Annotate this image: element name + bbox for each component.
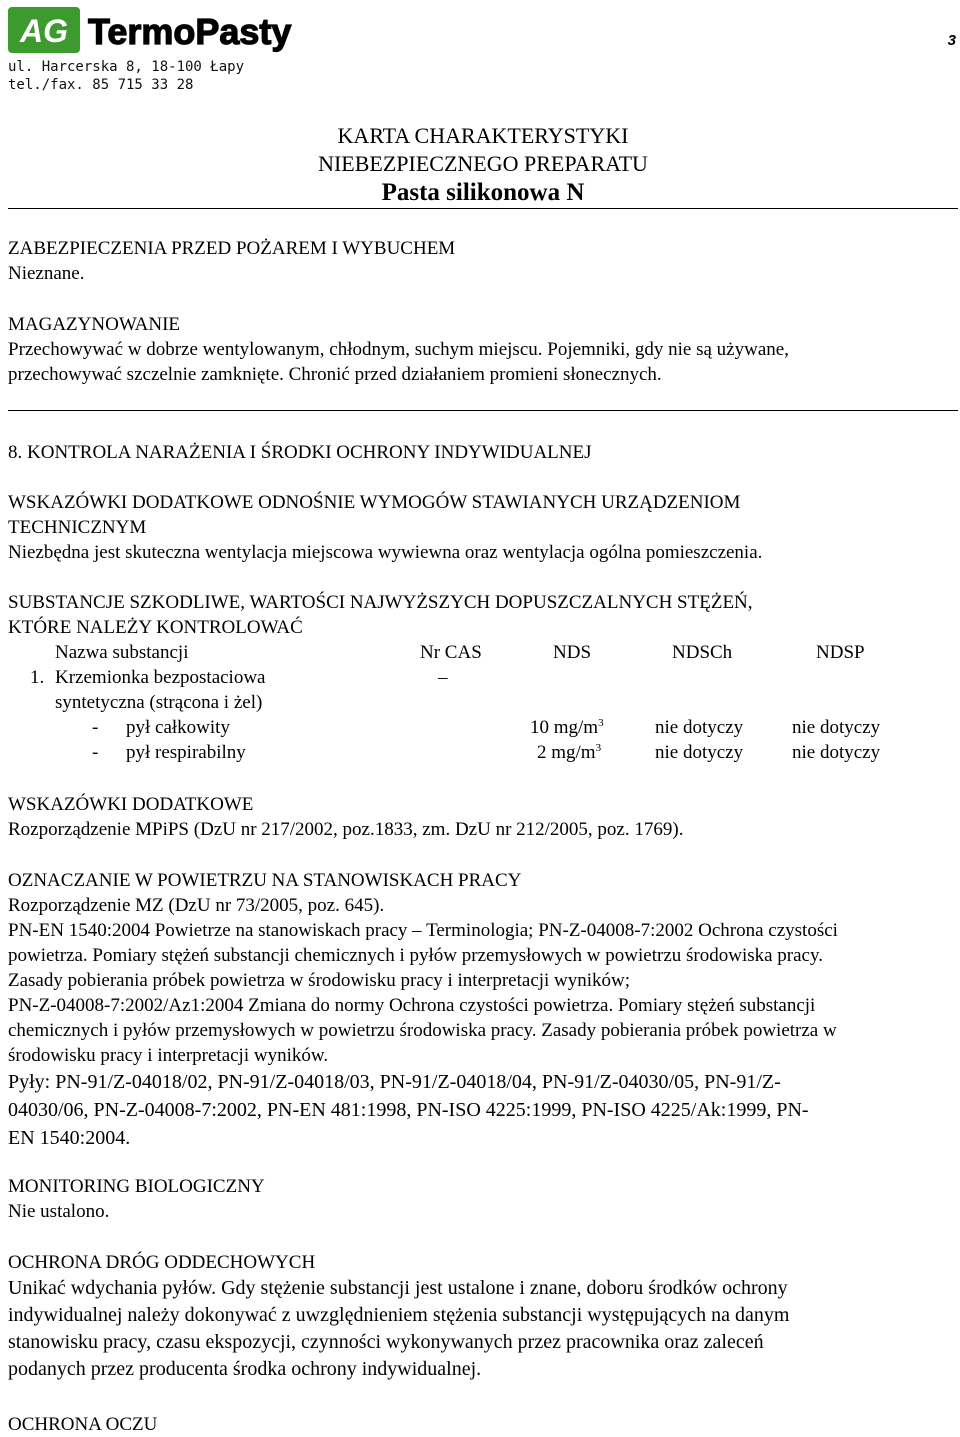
nds-unit-exponent: 3 xyxy=(595,742,602,754)
technical-heading-cont: TECHNICZNYM xyxy=(8,517,147,538)
bio-heading: MONITORING BIOLOGICZNY xyxy=(8,1176,265,1197)
nds-unit-exponent: 3 xyxy=(598,717,604,729)
respiratory-text xyxy=(8,1275,958,1383)
table-header-row xyxy=(8,640,958,665)
nds-value: 2 mg/m xyxy=(537,742,596,763)
substances-table xyxy=(8,640,958,765)
section-8-heading: 8. KONTROLA NARAŻENIA I ŚRODKI OCHRONY INDYWIDUALNEJ xyxy=(8,442,592,463)
technical-heading: WSKAZÓWKI DODATKOWE ODNOŚNIE WYMOGÓW STAWIANYCH URZĄDZENIOM xyxy=(8,492,741,513)
row-name: pył respirabilny xyxy=(126,742,246,763)
respiratory-line: Unikać wdychania pyłów. Gdy stężenie substancji jest ustalone i znane, doboru środków ochrony xyxy=(8,1277,788,1299)
storage-heading: MAGAZYNOWANIE xyxy=(8,314,181,335)
respiratory-line: stanowisku pracy, czasu ekspozycji, czynności wykonywanych przez pracownika oraz zaleceń xyxy=(8,1331,764,1353)
substances-heading-block xyxy=(8,590,958,640)
substances-heading: SUBSTANCJE SZKODLIWE, WARTOŚCI NAJWYŻSZYCH DOPUSZCZALNYCH STĘŻEŃ, xyxy=(8,592,753,613)
row-ndsp: nie dotyczy xyxy=(792,717,881,738)
row-name: pył całkowity xyxy=(126,717,230,738)
air-line: środowisku pracy i interpretacji wyników. xyxy=(8,1045,329,1066)
row-dash: - xyxy=(92,742,99,763)
air-heading: OZNACZANIE W POWIETRZU NA STANOWISKACH PRACY xyxy=(8,870,522,891)
respiratory-section xyxy=(8,1250,958,1383)
additional-heading: WSKAZÓWKI DODATKOWE xyxy=(8,794,254,815)
storage-section xyxy=(8,312,958,387)
air-line: powietrza. Pomiary stężeń substancji chemicznych i pyłów przemysłowych w powietrzu środowiska pracy. xyxy=(8,945,824,966)
bio-text: Nie ustalono. xyxy=(8,1201,110,1222)
air-line: PN-Z-04008-7:2002/Az1:2004 Zmiana do normy Ochrona czystości powietrza. Pomiary stężeń substancji xyxy=(8,995,816,1016)
fire-section xyxy=(8,236,958,286)
technical-text: Niezbędna jest skuteczna wentylacja miejscowa wywiewna oraz wentylacja ogólna pomieszczenia. xyxy=(8,542,763,563)
phone-line: tel./fax. 85 715 33 28 xyxy=(8,77,194,93)
header-nds: NDS xyxy=(553,642,592,663)
address-line: ul. Harcerska 8, 18-100 Łapy xyxy=(8,59,245,75)
row-dash: - xyxy=(92,717,99,738)
fire-heading: ZABEZPIECZENIA PRZED POŻAREM I WYBUCHEM xyxy=(8,238,456,259)
substance-cas: – xyxy=(438,667,448,688)
document-title xyxy=(8,122,958,208)
row-ndsp: nie dotyczy xyxy=(792,742,881,763)
section-divider xyxy=(8,410,958,411)
additional-section xyxy=(8,792,958,842)
substance-name: Krzemionka bezpostaciowa xyxy=(55,667,266,688)
header-cas: Nr CAS xyxy=(420,642,482,663)
air-line: chemicznych i pyłów przemysłowych w powietrzu środowiska pracy. Zasady pobierania próbek powietrza w xyxy=(8,1020,837,1041)
logo-brand-text: TermoPasty xyxy=(88,11,292,52)
technical-section xyxy=(8,490,958,565)
air-line: PN-EN 1540:2004 Powietrze na stanowiskach pracy – Terminologia; PN-Z-04008-7:2002 Ochrona czystości xyxy=(8,920,838,941)
product-name: Pasta silikonowa N xyxy=(381,179,585,206)
storage-line: przechowywać szczelnie zamknięte. Chronić przed działaniem promieni słonecznych. xyxy=(8,364,662,385)
termopasty-logo xyxy=(8,7,308,55)
table-row xyxy=(8,715,958,740)
additional-text: Rozporządzenie MPiPS (DzU nr 217/2002, poz.1833, zm. DzU nr 212/2005, poz. 1769). xyxy=(8,819,684,840)
header-divider xyxy=(8,208,958,209)
table-row xyxy=(8,740,958,765)
dust-standards xyxy=(8,1068,958,1152)
fire-text: Nieznane. xyxy=(8,263,85,284)
row-nds xyxy=(530,715,604,740)
title-line-1: KARTA CHARAKTERYSTYKI xyxy=(337,123,629,148)
substance-row xyxy=(8,665,958,690)
respiratory-line: indywidualnej należy dokonywać z uwzględnieniem stężenia substancji występujących na danym xyxy=(8,1304,790,1326)
bio-section xyxy=(8,1174,958,1224)
respiratory-line: podanych przez producenta środka ochrony indywidualnej. xyxy=(8,1358,482,1380)
substance-name-cont: syntetyczna (strącona i żel) xyxy=(55,692,263,713)
logo-mark-text: AG xyxy=(20,13,68,49)
header-ndsch: NDSCh xyxy=(672,642,733,663)
air-line: Rozporządzenie MZ (DzU nr 73/2005, poz. 645). xyxy=(8,895,385,916)
nds-value: 10 mg/m xyxy=(530,717,599,738)
title-line-2: NIEBEZPIECZNEGO PREPARATU xyxy=(318,151,648,176)
header-ndsp: NDSP xyxy=(816,642,865,663)
page-number: 3 xyxy=(947,32,956,49)
substance-number: 1. xyxy=(30,667,45,688)
company-address xyxy=(8,58,244,94)
eyes-heading: OCHRONA OCZU xyxy=(8,1414,158,1435)
storage-line: Przechowywać w dobrze wentylowanym, chłodnym, suchym miejscu. Pojemniki, gdy nie są używane, xyxy=(8,339,789,360)
header-name: Nazwa substancji xyxy=(55,642,189,663)
dust-line: EN 1540:2004. xyxy=(8,1127,131,1149)
air-line: Zasady pobierania próbek powietrza w środowisku pracy i interpretacji wyników; xyxy=(8,970,631,991)
respiratory-heading: OCHRONA DRÓG ODDECHOWYCH xyxy=(8,1252,316,1273)
substance-row-cont xyxy=(8,690,958,715)
row-nds xyxy=(537,740,601,765)
substances-heading-cont: KTÓRE NALEŻY KONTROLOWAĆ xyxy=(8,617,303,638)
air-section xyxy=(8,868,958,1068)
row-ndsch: nie dotyczy xyxy=(655,742,744,763)
dust-line: 04030/06, PN-Z-04008-7:2002, PN-EN 481:1998, PN-ISO 4225:1999, PN-ISO 4225/Ak:1999, PN- xyxy=(8,1099,809,1121)
dust-line: Pyły: PN-91/Z-04018/02, PN-91/Z-04018/03, PN-91/Z-04018/04, PN-91/Z-04030/05, PN-91/Z- xyxy=(8,1071,781,1093)
row-ndsch: nie dotyczy xyxy=(655,717,744,738)
